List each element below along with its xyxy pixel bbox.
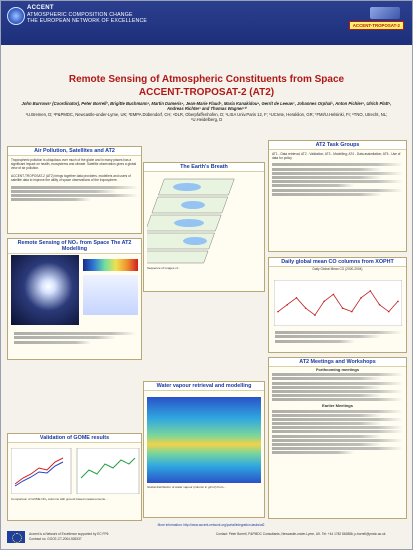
footer-contract: Contract no. GOCE-CT-2004-505337: [29, 537, 82, 541]
section-text: Tropospheric pollution is ubiquitous over much of the globe and in many places has a significant impact on health, ecosystems and climate. Satellite observation gives a global view of air pollution.: [11, 158, 137, 171]
header-subtitle-2: THE EUROPEAN NETWORK OF EXCELLENCE: [27, 18, 148, 24]
gome-validation-box: [7, 433, 142, 521]
co-data-point: [379, 304, 381, 306]
more-info-link[interactable]: More information: http://www.accent-network.org/portal/integration-tasks/at2: [157, 523, 265, 527]
section-heading: Water vapour retrieval and modelling: [144, 382, 264, 391]
section-heading: The Earth's Breath: [144, 163, 264, 172]
water-vapour-map-image: [147, 397, 261, 483]
poster-header: [1, 1, 412, 45]
header-title: ACCENT: [27, 5, 54, 11]
water-vapour-caption: Global distribution of water vapour (column in g/cm²) from...: [147, 485, 226, 489]
header-subtitle: ATMOSPHERIC COMPOSITION CHANGE: [27, 12, 133, 18]
co-data-point: [388, 311, 390, 313]
section-heading: Validation of GOME results: [8, 434, 141, 443]
section-heading: Daily global mean CO columns from XOPHT: [269, 258, 406, 267]
co-data-point: [286, 304, 288, 306]
earths-breath-box: [143, 162, 265, 292]
meetings-box: [268, 357, 407, 519]
chart-title: Daily Global Mean CO (2000-2004): [312, 267, 363, 271]
earlier-heading: Earlier Meetings: [322, 403, 353, 409]
gome-comparison-plot: [11, 448, 140, 494]
header-badge: ACCENT-TROPOSAT-2: [349, 21, 404, 30]
authors-list: John Burrows¹ (Coordinator), Peter Borrell², Brigitte Buchmann³, Martin Dameris⁴, Jean-Marie Flaud⁵, Maria Kanakidou⁶, Gerrit de Leeuw⁷, Johannes Orphal⁵, Anton Pichler⁸, Ulrich Platt⁹, Andreas Richter¹ and Thomas Wagner¹⁰: [21, 101, 392, 112]
co-data-point: [342, 307, 344, 309]
co-data-point: [333, 294, 335, 296]
section-heading: Air Pollution, Satellites and AT2: [8, 147, 141, 156]
eu-flag-icon: [7, 531, 25, 543]
co-data-point: [305, 307, 307, 309]
earths-breath-caption: Sequence of images of...: [147, 266, 181, 270]
co-data-point: [360, 297, 362, 299]
footer-funding: Accent is a Network of Excellence supported by EC FP6: [29, 532, 109, 536]
co-data-point: [277, 311, 279, 313]
co-data-point: [296, 297, 298, 299]
co-data-point: [314, 314, 316, 316]
affiliations: ¹U.Bremen, D; ²P&PMDC, Newcastle-under-Lyme, UK; ³EMPA Dübendorf, CH; ⁴DLR, Oberpfaffenhofen, D; ⁵LISA Univ.Paris 12, F; ⁶UCrete, Heraklion, GR; ⁷FMI/U.Helsinki, FI; ⁸TNO, Utrecht, NL; ⁹U.Heidelberg, D: [25, 112, 388, 123]
poster-subtitle: ACCENT-TROPOSAT-2 (AT2): [138, 87, 275, 98]
co-chart: [274, 280, 402, 326]
chart-plot-area: [274, 280, 402, 326]
no2-box: [7, 238, 142, 360]
colour-scale-image: [83, 259, 138, 271]
poster-title: Remote Sensing of Atmospheric Constituents from Space: [68, 74, 345, 85]
accent-logo-icon: [7, 7, 25, 25]
section-heading: AT2 Task Groups: [269, 141, 406, 150]
water-vapour-box: [143, 381, 265, 518]
co-data-point: [351, 311, 353, 313]
task-groups-box: [268, 140, 407, 252]
satellite-map-image: [11, 255, 79, 325]
co-data-point: [323, 300, 325, 302]
satellite-image-icon: [370, 7, 400, 19]
co-data-point: [397, 300, 399, 302]
footer-contact: Contact: Peter Borrell, P&PMDC Consultants, Newcastle-under-Lyme, UK. Tel: +44 1782 862886; p.borrell@pmdc.ac.uk: [216, 532, 386, 536]
section-heading: Remote Sensing of NO₂ from Space The AT2 Modelling: [8, 239, 141, 254]
co-columns-box: [268, 257, 407, 353]
europe-map-image: [83, 275, 138, 315]
section-text-2: ACCENT-TROPOSAT-2 (AT2) brings together data providers, modellers and users of satellite data to improve the utility of space observations of the troposphere.: [11, 174, 131, 183]
air-pollution-box: [7, 146, 142, 234]
gome-caption: Comparison of GOME NO₂ columns with ground based measurements...: [11, 497, 108, 501]
co2-maps-stack: [147, 177, 263, 265]
task-groups-list: AT1 - Data retrieval; AT2 - Validation; AT3 - Modelling; AT4 - Data assimilation; AT5 - Use of data for policy: [272, 152, 401, 161]
forthcoming-heading: Forthcoming meetings: [315, 367, 360, 372]
co-data-point: [370, 290, 372, 292]
section-heading: AT2 Meetings and Workshops: [269, 358, 406, 367]
